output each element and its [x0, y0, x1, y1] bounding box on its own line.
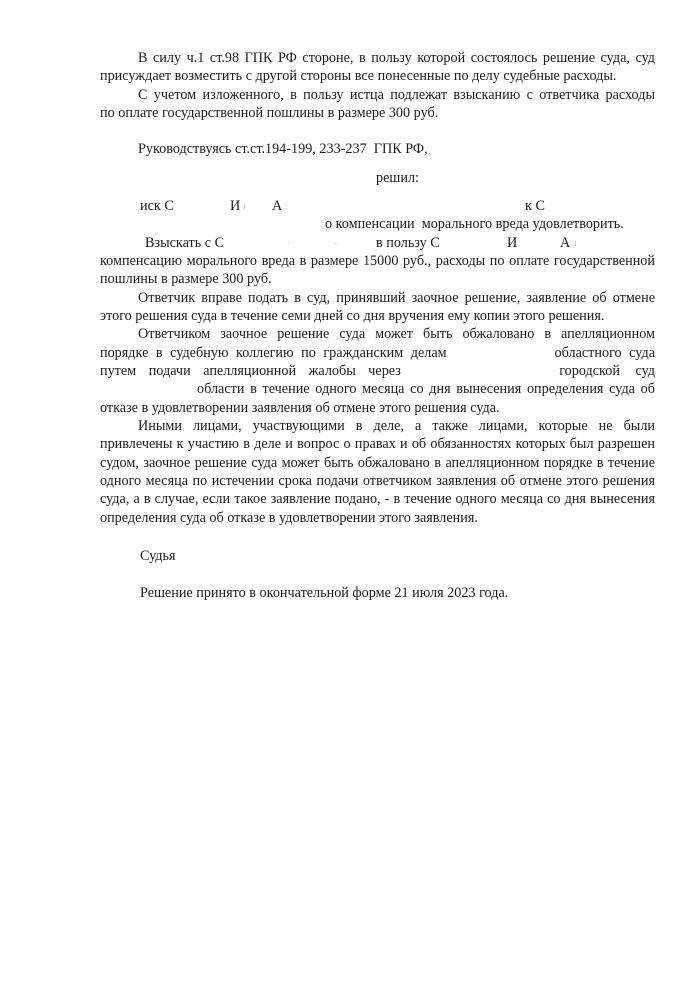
redacted-initial: И	[507, 235, 518, 251]
doc-line: суда, а в случае, если такое заявление подано, - в течение одного месяца со дня вынесения	[100, 491, 655, 507]
doc-line: отказе в удовлетворении заявления об отмене этого решения суда.	[100, 400, 500, 416]
doc-line: определения суда об отказе в удовлетворении этого заявления.	[100, 510, 478, 526]
resolution-heading: решил:	[376, 170, 419, 186]
beneficiary-fragment: в пользу С	[376, 235, 440, 251]
doc-line: компенсацию морального вреда в размере 15000 руб., расходы по оплате государственной	[100, 253, 655, 269]
doc-line: области в течение одного месяца со дня вынесения определения суда об	[197, 381, 655, 397]
award-text-fragment: Взыскать с С	[145, 235, 225, 251]
doc-line: по оплате государственной пошлины в размере 300 руб.	[100, 105, 439, 121]
redacted-initial: А	[560, 235, 571, 251]
claim-text-fragment: иск С	[140, 198, 174, 214]
doc-line: Иными лицами, участвующими в деле, а также лицами, которые не были	[138, 418, 655, 434]
award-line	[100, 234, 655, 253]
redacted-initial: А	[272, 198, 283, 214]
doc-line: В силу ч.1 ст.98 ГПК РФ стороне, в пользу которой состоялось решение суда, суд	[138, 50, 655, 66]
doc-line: Ответчик вправе подать в суд, принявший заочное решение, заявление об отмене	[138, 290, 655, 306]
redacted-initial: И	[230, 198, 241, 214]
doc-line: судом, заочное решение суда может быть обжаловано в апелляционном порядке в течение	[100, 455, 655, 471]
doc-line: присуждает возместить с другой стороны все понесенные по делу судебные расходы.	[100, 68, 617, 84]
judge-label: Судья	[140, 548, 176, 564]
redaction-artifact: ı	[243, 201, 246, 211]
claim-parties-line	[100, 197, 655, 216]
defendant-fragment: к С	[525, 198, 545, 214]
filing-court-line	[100, 362, 655, 381]
doc-line: одного месяца по истечении срока подачи ответчиком заявления об отмене этого решения	[100, 473, 655, 489]
doc-line: этого решения суда в течение семи дней со дня вручения ему копии этого решения.	[100, 308, 605, 324]
doc-line: Ответчиком заочное решение суда может быть обжаловано в апелляционном	[138, 326, 655, 342]
doc-line: привлечены к участию в деле и вопрос о правах и об обязанностях которых был разрешен	[100, 436, 655, 452]
redaction-artifact: ı	[574, 238, 577, 248]
doc-line: С учетом изложенного, в пользу истца подлежат взысканию с ответчика расходы	[138, 87, 655, 103]
redaction-artifact: :	[285, 201, 288, 211]
legal-basis-line: Руководствуясь ст.ст.194-199, 233-237 ГПК РФ,	[138, 141, 428, 157]
appeal-court-line	[100, 344, 655, 363]
doc-line: пошлины в размере 300 руб.	[100, 271, 272, 287]
filing-court-right-fragment: городской суд	[559, 363, 655, 379]
redaction-artifact: ·	[287, 238, 290, 248]
appeal-court-right-fragment: областного суда	[554, 345, 655, 361]
final-form-date-line: Решение принято в окончательной форме 21 июля 2023 года.	[140, 585, 509, 601]
redaction-artifact: -	[334, 238, 337, 248]
appeal-court-left-fragment: порядке в судебную коллегию по гражданским делам	[100, 345, 447, 361]
claim-subject-line: о компенсации морального вреда удовлетворить.	[325, 216, 624, 232]
filing-court-left-fragment: путем подачи апелляционной жалобы через	[100, 363, 401, 379]
